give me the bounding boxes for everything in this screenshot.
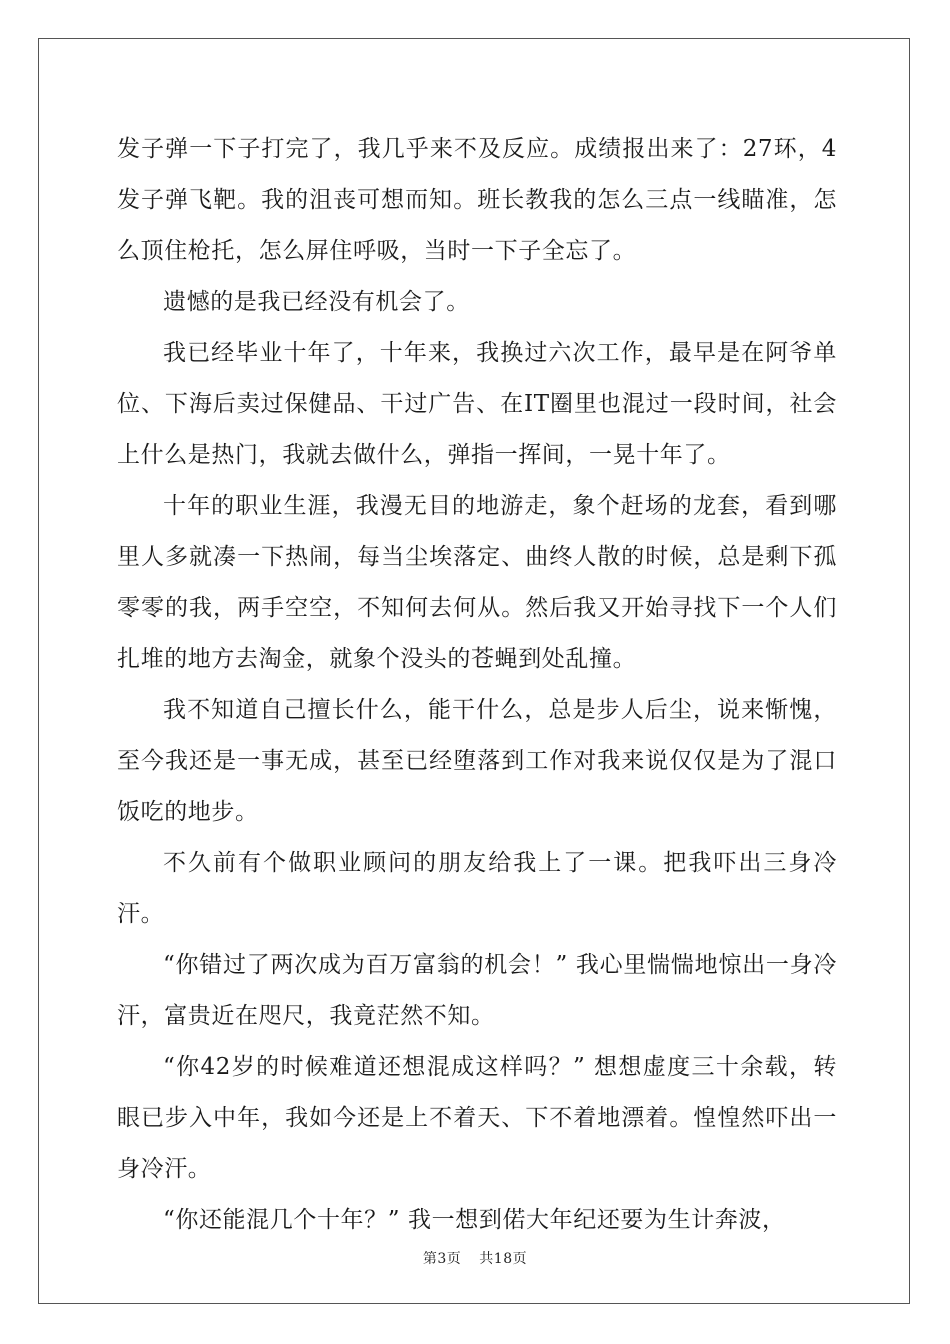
document-body — [117, 124, 837, 1246]
page-number: 第3页 — [422, 1251, 462, 1267]
paragraph: 十年的职业生涯，我漫无目的地游走，象个赶场的龙套，看到哪里人多就凑一下热闹，每当尘埃落定、曲终人散的时候，总是剩下孤零零的我，两手空空，不知何去何从。然后我又开始寻找下一个人们扎堆的地方去淘金，就象个没头的苍蝇到处乱撞。 — [117, 493, 837, 672]
paragraph: “你错过了两次成为百万富翁的机会！” 我心里惴惴地惊出一身冷汗，富贵近在咫尺，我竟茫然不知。 — [117, 952, 837, 1029]
page-footer — [0, 1248, 950, 1268]
paragraph: 我已经毕业十年了，十年来，我换过六次工作，最早是在阿爷单位、下海后卖过保健品、干过广告、在IT圈里也混过一段时间，社会上什么是热门，我就去做什么，弹指一挥间，一晃十年了。 — [117, 340, 837, 468]
paragraph: 发子弹一下子打完了，我几乎来不及反应。成绩报出来了：27环，4发子弹飞靶。我的沮丧可想而知。班长教我的怎么三点一线瞄准，怎么顶住枪托，怎么屏住呼吸，当时一下子全忘了。 — [117, 136, 837, 264]
page-total: 共18页 — [479, 1251, 528, 1267]
paragraph: “你42岁的时候难道还想混成这样吗？” 想想虚度三十余载，转眼已步入中年，我如今还是上不着天、下不着地漂着。惶惶然吓出一身冷汗。 — [117, 1054, 837, 1182]
paragraph: 我不知道自己擅长什么，能干什么，总是步人后尘，说来惭愧，至今我还是一事无成，甚至已经堕落到工作对我来说仅仅是为了混口饭吃的地步。 — [117, 697, 837, 825]
paragraph: “你还能混几个十年？” 我一想到偌大年纪还要为生计奔波， — [163, 1207, 786, 1233]
paragraph: 不久前有个做职业顾问的朋友给我上了一课。把我吓出三身冷汗。 — [117, 850, 837, 927]
paragraph: 遗憾的是我已经没有机会了。 — [163, 289, 470, 315]
